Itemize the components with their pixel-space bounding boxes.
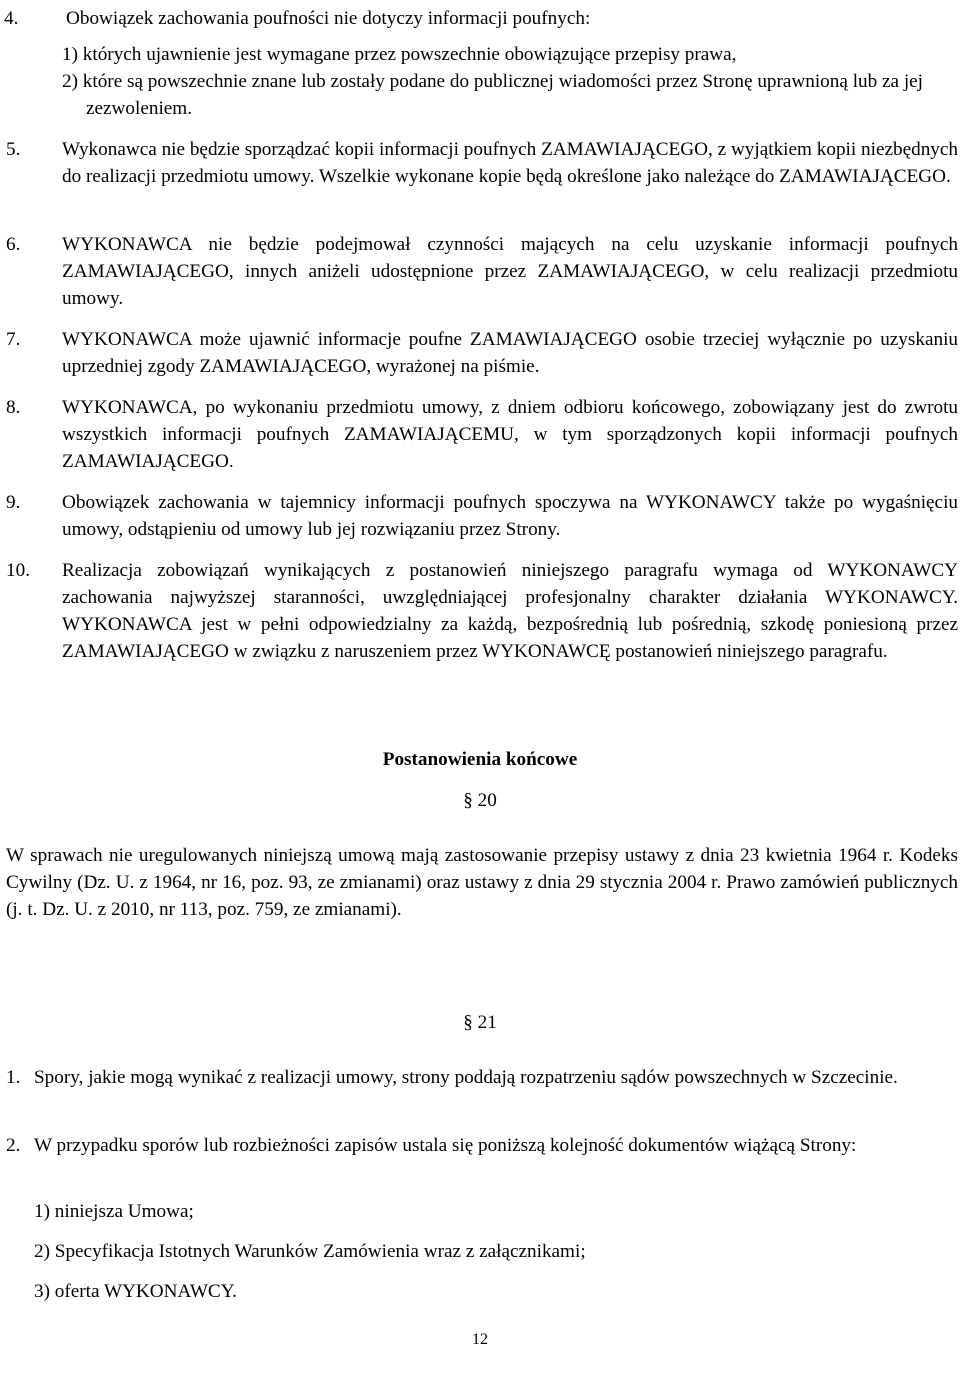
section-21-item-1-text: Spory, jakie mogą wynikać z realizacji umowy, strony poddają rozpatrzeniu sądów powszechnych w Szczecinie. <box>34 1067 898 1088</box>
item-9-text: Obowiązek zachowania w tajemnicy informacji poufnych spoczywa na WYKONAWCY także po wygaśnięciu umowy, odstąpieniu od umowy lub jej rozwiązaniu przez Strony. <box>62 492 958 540</box>
item-4-subitem-2-text: 2) które są powszechnie znane lub zostały podane do publicznej wiadomości przez Stronę uprawnioną lub za jej zezwoleniem. <box>62 71 924 119</box>
item-4-number: 4. <box>4 8 19 29</box>
item-4-subitem-1: 1) których ujawnienie jest wymagane przez powszechnie obowiązujące przepisy prawa, <box>62 44 737 65</box>
section-20-mark: § 20 <box>463 790 497 811</box>
item-5-number: 5. <box>6 139 21 160</box>
document-order-item-1: 1) niniejsza Umowa; <box>34 1201 194 1222</box>
item-4-text: Obowiązek zachowania poufności nie dotyczy informacji poufnych: <box>66 8 591 29</box>
section-20-text: W sprawach nie uregulowanych niniejszą umową mają zastosowanie przepisy ustawy z dnia 23 kwietnia 1964 r. Kodeks Cywilny (Dz. U. z 1964, nr 16, poz. 93, ze zmianami) oraz ustawy z dnia 29 stycznia 2004 r. Prawo zamówień publicznych (j. t. Dz. U. z 2010, nr 113, poz. 759, ze zmianami). <box>6 845 958 920</box>
section-21-item-1-number: 1. <box>6 1067 21 1088</box>
document-order-item-2: 2) Specyfikacja Istotnych Warunków Zamówienia wraz z załącznikami; <box>34 1241 586 1262</box>
item-7-number: 7. <box>6 329 21 350</box>
page-number: 12 <box>472 1331 488 1348</box>
item-6-text: WYKONAWCA nie będzie podejmował czynności mających na celu uzyskanie informacji poufnych ZAMAWIAJĄCEGO, innych aniżeli udostępnione przez ZAMAWIAJĄCEGO, w celu realizacji przedmiotu umowy. <box>62 234 958 309</box>
item-10-number: 10. <box>6 560 30 581</box>
final-provisions-heading: Postanowienia końcowe <box>382 749 578 770</box>
section-21-item-2-number: 2. <box>6 1135 21 1156</box>
item-9-number: 9. <box>6 492 21 513</box>
section-21-item-2-text: W przypadku sporów lub rozbieżności zapisów ustala się poniższą kolejność dokumentów wiążącą Strony: <box>34 1135 857 1156</box>
item-8-number: 8. <box>6 397 21 418</box>
item-6-number: 6. <box>6 234 21 255</box>
item-8-text: WYKONAWCA, po wykonaniu przedmiotu umowy, z dniem odbioru końcowego, zobowiązany jest do zwrotu wszystkich informacji poufnych ZAMAWIAJĄCEMU, w tym sporządzonych kopii informacji poufnych ZAMAWIAJĄCEGO. <box>62 397 958 472</box>
item-4-subitem-2 <box>62 68 960 122</box>
item-7-text: WYKONAWCA może ujawnić informacje poufne ZAMAWIAJĄCEGO osobie trzeciej wyłącznie po uzyskaniu uprzedniej zgody ZAMAWIAJĄCEGO, wyrażonej na piśmie. <box>62 329 958 377</box>
item-10-text: Realizacja zobowiązań wynikających z postanowień niniejszego paragrafu wymaga od WYKONAWCY zachowania najwyższej staranności, uwzględniającej profesjonalny charakter działania WYKONAWCY. WYKONAWCA jest w pełni odpowiedzialny za każdą, bezpośrednią lub pośrednią, szkodę poniesioną przez ZAMAWIAJĄCEGO w związku z naruszeniem przez WYKONAWCĘ postanowień niniejszego paragrafu. <box>62 560 958 662</box>
document-order-item-3: 3) oferta WYKONAWCY. <box>34 1281 237 1302</box>
section-21-mark: § 21 <box>463 1012 497 1033</box>
item-5-text: Wykonawca nie będzie sporządzać kopii informacji poufnych ZAMAWIAJĄCEGO, z wyjątkiem kopii niezbędnych do realizacji przedmiotu umowy. Wszelkie wykonane kopie będą określone jako należące do ZAMAWIAJĄCEGO. <box>62 139 958 187</box>
